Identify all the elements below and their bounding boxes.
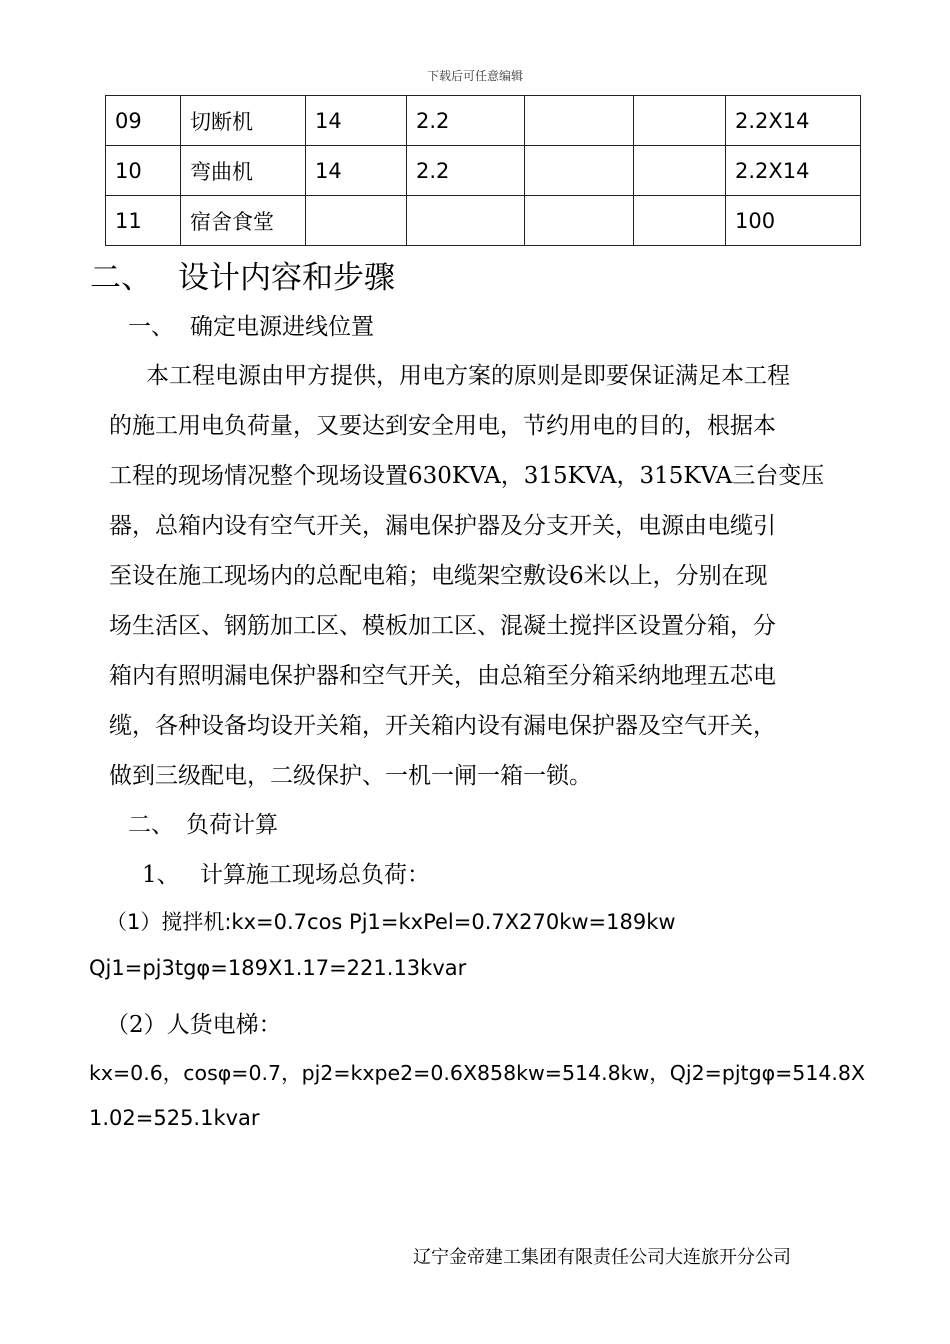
equipment-table-body bbox=[106, 96, 861, 246]
power-entry-paragraph bbox=[109, 351, 864, 801]
table-cell: 11 bbox=[106, 196, 181, 246]
table-cell: 10 bbox=[106, 146, 181, 196]
subsection-number: 一、 bbox=[128, 314, 174, 340]
footer-company-name: 辽宁金帝建工集团有限责任公司大连旅开分公司 bbox=[413, 1247, 791, 1268]
table-cell: 09 bbox=[106, 96, 181, 146]
subsection-title: 确定电源进线位置 bbox=[190, 314, 374, 340]
paragraph-line: 工程的现场情况整个现场设置630KVA，315KVA，315KVA三台变压 bbox=[109, 463, 825, 489]
paragraph-line: 至设在施工现场内的总配电箱；电缆架空敷设6米以上，分别在现 bbox=[109, 563, 768, 589]
subsection-total-load bbox=[142, 856, 430, 889]
section-number: 二、 bbox=[90, 260, 152, 296]
table-cell: 弯曲机 bbox=[181, 146, 306, 196]
paragraph-line: 器，总箱内设有空气开关，漏电保护器及分支开关，电源由电缆引 bbox=[109, 513, 776, 539]
table-cell bbox=[525, 196, 634, 246]
table-cell bbox=[634, 96, 726, 146]
table-cell: 2.2X14 bbox=[726, 146, 861, 196]
formula-elevator-line1: kx=0.6，cosφ=0.7，pj2=kxpe2=0.6X858kw=514.8kw，Qj2=pjtgφ=514.8X bbox=[89, 1061, 866, 1085]
subsection-number: 1、 bbox=[142, 862, 180, 888]
header-note: 下载后可任意编辑 bbox=[426, 69, 523, 83]
subsection-title: 计算施工现场总负荷： bbox=[200, 862, 430, 888]
paragraph-line: 箱内有照明漏电保护器和空气开关，由总箱至分箱采纳地理五芯电 bbox=[109, 663, 776, 689]
table-cell: 2.2 bbox=[407, 96, 525, 146]
subsection-number: 二、 bbox=[128, 812, 174, 838]
paragraph-line: 本工程电源由甲方提供，用电方案的原则是即要保证满足本工程 bbox=[146, 363, 790, 389]
table-cell bbox=[634, 196, 726, 246]
formula-mixer-reactive: Qj1=pj3tgφ=189X1.17=221.13kvar bbox=[89, 956, 467, 980]
subsection-load-calc bbox=[128, 806, 278, 839]
table-cell: 2.2 bbox=[407, 146, 525, 196]
table-cell bbox=[525, 96, 634, 146]
formula-elevator-line2: 1.02=525.1kvar bbox=[89, 1106, 260, 1130]
table-row bbox=[106, 96, 861, 146]
paragraph-line: 的施工用电负荷量，又要达到安全用电，节约用电的目的，根据本 bbox=[109, 413, 776, 439]
table-cell: 14 bbox=[306, 146, 407, 196]
section-heading bbox=[90, 252, 395, 297]
table-cell: 2.2X14 bbox=[726, 96, 861, 146]
paragraph-line: 缆，各种设备均设开关箱，开关箱内设有漏电保护器及空气开关， bbox=[109, 713, 776, 739]
table-cell: 100 bbox=[726, 196, 861, 246]
paragraph-line: 做到三级配电，二级保护、一机一闸一箱一锁。 bbox=[109, 763, 592, 789]
table-row bbox=[106, 196, 861, 246]
table-cell bbox=[306, 196, 407, 246]
table-cell: 14 bbox=[306, 96, 407, 146]
formula-mixer: （1）搅拌机:kx=0.7cos Pj1=kxPel=0.7X270kw=189kw bbox=[106, 910, 676, 934]
equipment-table bbox=[105, 95, 861, 246]
table-cell bbox=[407, 196, 525, 246]
subsection-title: 负荷计算 bbox=[186, 812, 278, 838]
paragraph-line: 场生活区、钢筋加工区、模板加工区、混凝土搅拌区设置分箱，分 bbox=[109, 613, 776, 639]
table-row bbox=[106, 146, 861, 196]
formula-elevator-label: （2）人货电梯： bbox=[106, 1012, 282, 1038]
section-title: 设计内容和步骤 bbox=[178, 260, 395, 296]
table-cell: 切断机 bbox=[181, 96, 306, 146]
table-cell bbox=[525, 146, 634, 196]
table-cell: 宿舍食堂 bbox=[181, 196, 306, 246]
table-cell bbox=[634, 146, 726, 196]
subsection-power-entry bbox=[128, 308, 374, 341]
